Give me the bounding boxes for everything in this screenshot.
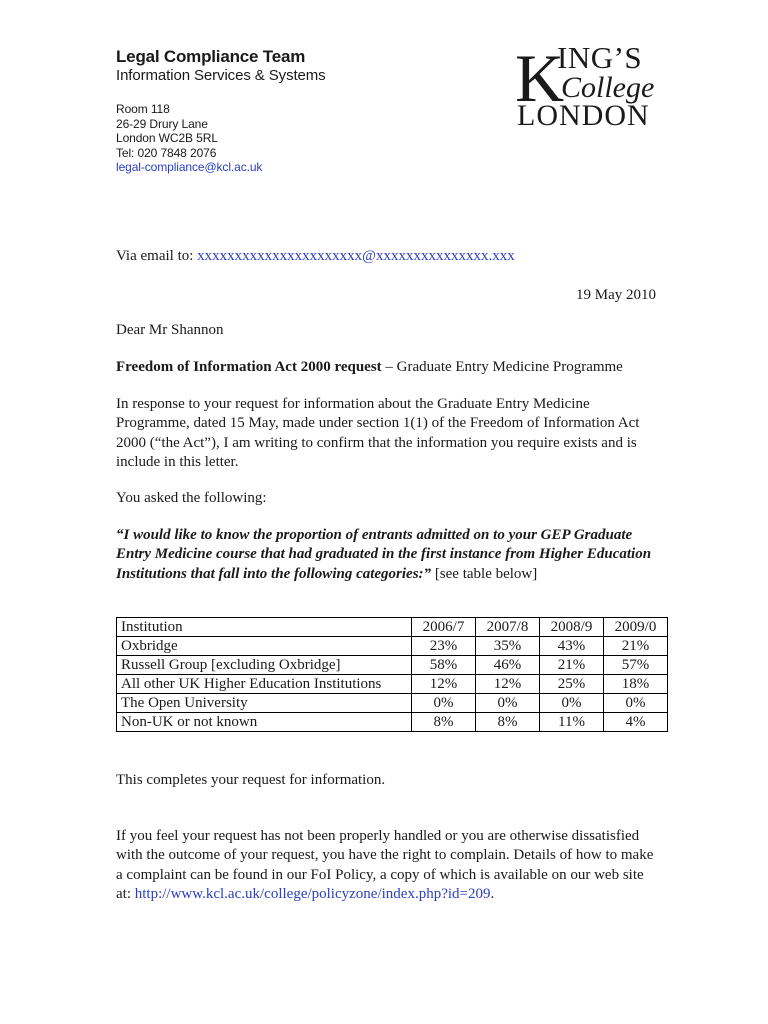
value-cell: 12%: [476, 675, 540, 694]
table-row: [117, 713, 668, 732]
value-cell: 57%: [604, 656, 668, 675]
value-cell: 12%: [412, 675, 476, 694]
kings-college-logo: [515, 42, 660, 132]
telephone: Tel: 020 7848 2076: [116, 145, 217, 160]
logo-ings: ING’S: [557, 40, 643, 75]
salutation: Dear Mr Shannon: [116, 322, 224, 338]
complaint-text: If you feel your request has not been properly handled or you are otherwise dissatisfied with the outcome of your request, you have the right to complain. Details of how to make a complaint can be found in our FoI Policy, a copy of which is available on our web site at:: [116, 828, 654, 902]
value-cell: 0%: [540, 694, 604, 713]
value-cell: 18%: [604, 675, 668, 694]
via-email-line: [116, 247, 656, 266]
address-line: 26-29 Drury Lane: [116, 116, 208, 131]
logo-london: LONDON: [517, 99, 650, 132]
value-cell: 11%: [540, 713, 604, 732]
letterhead: [116, 47, 326, 85]
complaint-end: .: [490, 885, 495, 902]
table-row: [117, 656, 668, 675]
contact-email-link[interactable]: legal-compliance@kcl.ac.uk: [116, 160, 263, 175]
value-cell: 58%: [412, 656, 476, 675]
quote-text: “I would like to know the proportion of entrants admitted on to your GEP Graduate Entry Medicine course that had graduated in the first instance from Higher Education Institutions that fall into the following categories:”: [116, 527, 652, 582]
value-cell: 0%: [412, 694, 476, 713]
value-cell: 21%: [604, 637, 668, 656]
value-cell: 8%: [412, 713, 476, 732]
results-table-wrapper: [116, 617, 668, 732]
table-row: [117, 694, 668, 713]
address-line: Room 118: [116, 102, 170, 116]
header-year: 2008/9: [540, 618, 604, 637]
logo-k: K: [515, 40, 565, 116]
team-name: Legal Compliance Team: [116, 47, 306, 66]
subject-bold: Freedom of Information Act 2000 request: [116, 359, 382, 375]
value-cell: 25%: [540, 675, 604, 694]
request-quote: [116, 526, 656, 584]
via-label: Via email to:: [116, 248, 198, 264]
value-cell: 0%: [604, 694, 668, 713]
header-year: 2007/8: [476, 618, 540, 637]
value-cell: 46%: [476, 656, 540, 675]
subject-rest: – Graduate Entry Medicine Programme: [381, 359, 623, 375]
results-table: [116, 617, 668, 732]
policy-link[interactable]: http://www.kcl.ac.uk/college/policyzone/index.php?id=209: [134, 885, 491, 902]
subject-line: [116, 358, 656, 377]
recipient-email-link[interactable]: xxxxxxxxxxxxxxxxxxxxxx@xxxxxxxxxxxxxxx.xxx: [197, 248, 515, 264]
table-header-row: [117, 618, 668, 637]
value-cell: 35%: [476, 637, 540, 656]
institution-cell: Russell Group [excluding Oxbridge]: [117, 656, 412, 675]
institution-cell: All other UK Higher Education Institutions: [117, 675, 412, 694]
table-row: [117, 637, 668, 656]
table-row: [117, 675, 668, 694]
address-line: London WC2B 5RL: [116, 131, 218, 146]
value-cell: 4%: [604, 713, 668, 732]
logo-college: College: [561, 71, 655, 104]
quote-tail: [see table below]: [431, 565, 538, 582]
header-year: 2006/7: [412, 618, 476, 637]
value-cell: 0%: [476, 694, 540, 713]
address-block: [116, 102, 262, 175]
department-name: Information Services & Systems: [116, 67, 326, 84]
asked-intro: You asked the following:: [116, 490, 267, 506]
institution-cell: Oxbridge: [117, 637, 412, 656]
header-institution: Institution: [117, 618, 412, 637]
institution-cell: The Open University: [117, 694, 412, 713]
header-year: 2009/0: [604, 618, 668, 637]
value-cell: 43%: [540, 637, 604, 656]
value-cell: 23%: [412, 637, 476, 656]
value-cell: 21%: [540, 656, 604, 675]
response-paragraph: In response to your request for information about the Graduate Entry Medicine Programme, dated 15 May, made under section 1(1) of the Freedom of Information Act 2000 (“the Act”), I am writing to confirm that the information you require exists and is include in this letter.: [116, 396, 640, 470]
value-cell: 8%: [476, 713, 540, 732]
complaint-paragraph: [116, 827, 656, 904]
institution-cell: Non-UK or not known: [117, 713, 412, 732]
closing-line: This completes your request for information.: [116, 772, 386, 788]
letter-date: 19 May 2010: [576, 287, 656, 303]
